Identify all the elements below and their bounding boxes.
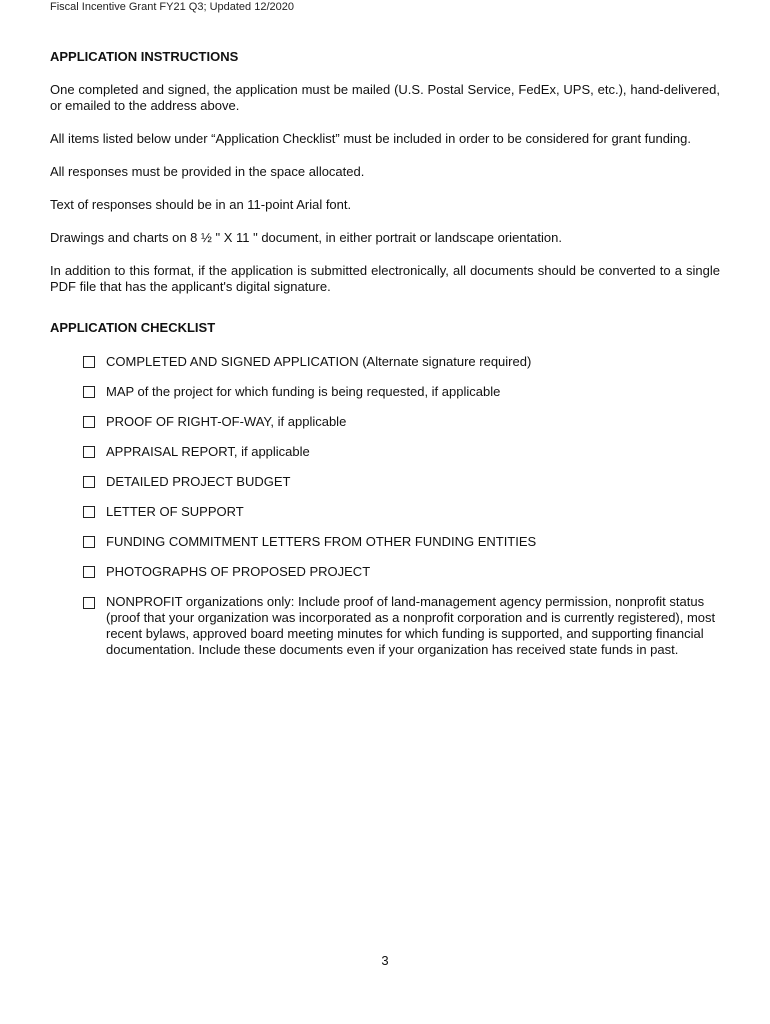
- instruction-paragraph: One completed and signed, the application must be mailed (U.S. Postal Service, FedEx, UPS, etc.), hand-delivered, or emailed to the address above.: [50, 82, 720, 113]
- checklist-section: [50, 319, 720, 658]
- checklist: [50, 354, 720, 658]
- checklist-item: [83, 444, 720, 460]
- checklist-item: [83, 414, 720, 430]
- checklist-item-label: PROOF OF RIGHT-OF-WAY, if applicable: [106, 414, 347, 429]
- checklist-item: [83, 474, 720, 490]
- checklist-item: [83, 504, 720, 520]
- checkbox-icon[interactable]: [83, 536, 95, 548]
- checkbox-icon[interactable]: [83, 386, 95, 398]
- instructions-heading: APPLICATION INSTRUCTIONS: [50, 49, 239, 64]
- checklist-item: [83, 534, 720, 550]
- checklist-item: [83, 354, 720, 370]
- checklist-item: [83, 384, 720, 400]
- checklist-item-label: DETAILED PROJECT BUDGET: [106, 474, 291, 489]
- instruction-paragraph: In addition to this format, if the application is submitted electronically, all documents should be converted to a single PDF file that has the applicant's digital signature.: [50, 263, 720, 294]
- checklist-item: [83, 594, 720, 658]
- checklist-heading: APPLICATION CHECKLIST: [50, 320, 216, 335]
- checklist-item-label: NONPROFIT organizations only: Include proof of land-management agency permission, nonprofit status (proof that your organization was incorporated as a nonprofit corporation and is currently registered), most recent bylaws, approved board meeting minutes for which funding is supported, and supporting financial documentation. Include these documents even if your organization has received state funds in past.: [106, 594, 716, 657]
- instruction-paragraph: Text of responses should be in an 11-point Arial font.: [50, 197, 352, 212]
- checklist-item-label: FUNDING COMMITMENT LETTERS FROM OTHER FUNDING ENTITIES: [106, 534, 537, 549]
- running-header: Fiscal Incentive Grant FY21 Q3; Updated 12/2020: [50, 1, 294, 13]
- checklist-item-label: LETTER OF SUPPORT: [106, 504, 244, 519]
- checkbox-icon[interactable]: [83, 597, 95, 609]
- checkbox-icon[interactable]: [83, 506, 95, 518]
- checkbox-icon[interactable]: [83, 446, 95, 458]
- checkbox-icon[interactable]: [83, 566, 95, 578]
- page-number: 3: [381, 953, 389, 968]
- checkbox-icon[interactable]: [83, 356, 95, 368]
- checklist-item-label: APPRAISAL REPORT, if applicable: [106, 444, 310, 459]
- instruction-paragraph: All items listed below under “Application Checklist” must be included in order to be considered for grant funding.: [50, 131, 691, 146]
- checkbox-icon[interactable]: [83, 416, 95, 428]
- checkbox-icon[interactable]: [83, 476, 95, 488]
- instruction-paragraph: Drawings and charts on 8 ½ " X 11 " document, in either portrait or landscape orientation.: [50, 230, 562, 245]
- checklist-item-label: MAP of the project for which funding is being requested, if applicable: [106, 384, 501, 399]
- checklist-item-label: PHOTOGRAPHS OF PROPOSED PROJECT: [106, 564, 371, 579]
- instructions-section: [50, 48, 720, 295]
- checklist-item: [83, 564, 720, 580]
- page-content: [50, 48, 720, 672]
- checklist-item-label: COMPLETED AND SIGNED APPLICATION (Alternate signature required): [106, 354, 532, 369]
- instruction-paragraph: All responses must be provided in the space allocated.: [50, 164, 365, 179]
